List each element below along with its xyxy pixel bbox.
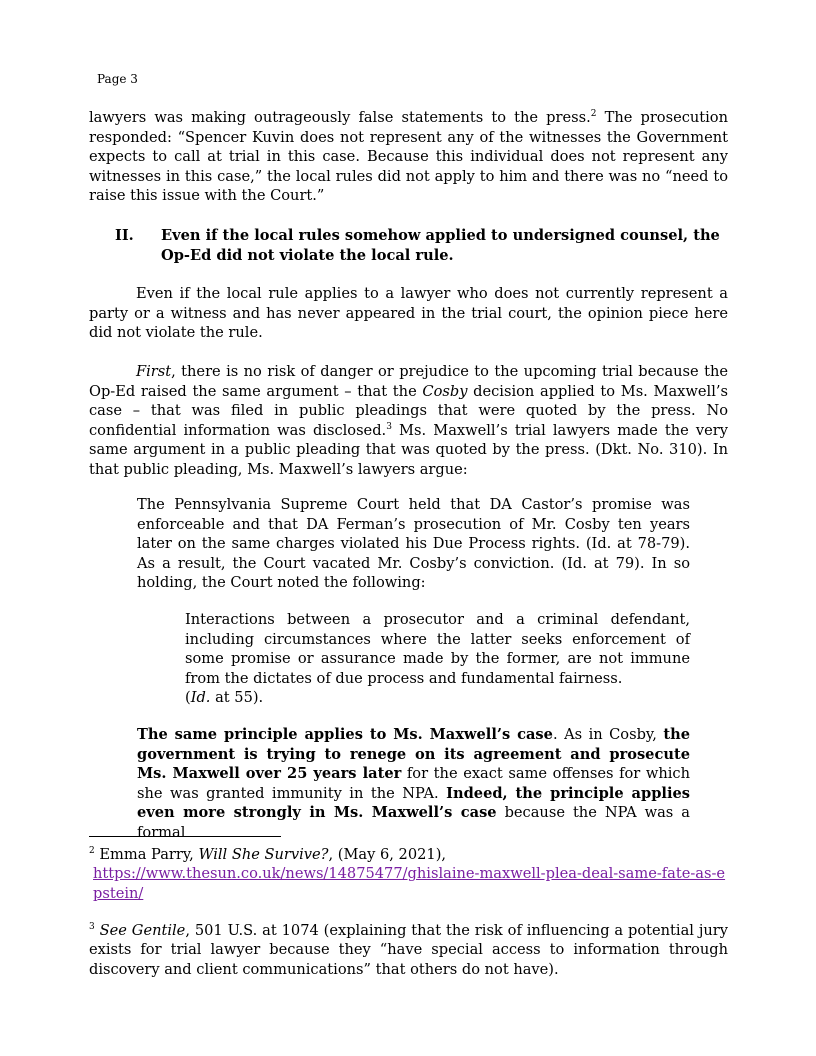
first-text-b: decision applied to Ms. Maxwell’s case – that was filed in public pleadings that were quoted by the press. No confidential information was disclosed.	[89, 382, 728, 439]
footnote-2-text-b: , (May 6, 2021),	[328, 846, 447, 863]
block-quote-pleading	[137, 495, 690, 593]
footnote-3	[89, 921, 728, 979]
first-paragraph	[89, 362, 728, 480]
footnote-3-see: See Gentile	[99, 922, 186, 939]
intro-text-a: lawyers was making outrageously false statements to the press.	[89, 109, 591, 126]
arg-bold-3: Indeed, the principle applies even more strongly in Ms. Maxwell’s case	[137, 784, 690, 822]
first-text-a: , there is no risk of danger or prejudice to the upcoming trial because the Op-Ed raised the same argument – that the	[89, 363, 728, 400]
block-quote-pleading-text: The Pennsylvania Supreme Court held that DA Castor’s promise was enforceable and that DA Ferman’s prosecution of Mr. Cosby ten years later on the same charges violated his Due Process rights. (Id. at 78-79). As a result, the Court vacated Mr. Cosby’s conviction. (Id. at 79). In so holding, the Court noted the following:	[137, 496, 690, 592]
even-if-text: Even if the local rule applies to a lawyer who does not currently represent a party or a witness and has never appeared in the trial court, the opinion piece here did not violate the rule.	[89, 285, 728, 342]
section-heading	[115, 226, 728, 265]
arg-text-1: . As in Cosby,	[552, 726, 664, 743]
footnote-2-number: 2	[89, 846, 95, 857]
arg-bold-1: The same principle applies to Ms. Maxwell’s case	[137, 726, 553, 743]
cosby-italic: Cosby	[422, 382, 468, 400]
first-text-c: Ms. Maxwell’s trial lawyers made the very same argument in a public pleading that was quoted by the press. (Dkt. No. 310). In that public pleading, Ms. Maxwell’s lawyers argue:	[89, 421, 729, 478]
intro-paragraph	[89, 108, 728, 206]
arg-bold-2: the government is trying to renege on its agreement and prosecute Ms. Maxwell over 25 years later	[137, 726, 690, 783]
court-quote-text: Interactions between a prosecutor and a criminal defendant, including circumstances where the latter seeks enforcement of some promise or assurance made by the former, are not immune from the dictates of due process and fundamental fairness.	[185, 611, 690, 687]
footnote-2	[89, 845, 728, 903]
arg-text-3: because the NPA was a formal	[137, 804, 690, 841]
footnote-separator	[89, 836, 281, 837]
intro-text-b: The prosecution responded: “Spencer Kuvin does not represent any of the witnesses the Government expects to call at trial in this case. Because this individual does not represent any witnesses in this case,” the local rules did not apply to him and there was no “need to raise this issue with the Court.”	[89, 109, 728, 205]
page-number: Page 3	[97, 72, 138, 86]
first-lead: First	[136, 363, 172, 380]
footnote-2-title: Will She Survive?	[198, 846, 329, 863]
block-quote-argument	[137, 725, 690, 843]
cite-rest: at 55).	[210, 689, 264, 707]
footnote-2-link[interactable]: https://www.thesun.co.uk/news/14875477/ghislaine-maxwell-plea-deal-same-fate-as-epstein/	[93, 865, 726, 902]
section-number: II.	[115, 227, 134, 244]
footnote-3-number: 3	[89, 922, 95, 933]
cite-id: Id.	[190, 689, 211, 707]
footnote-3-text: , 501 U.S. at 1074 (explaining that the risk of influencing a potential jury exists for trial lawyer because they “have special access to information through discovery and client communications” that others do not have).	[89, 922, 728, 978]
footnote-ref-2[interactable]: 2	[590, 109, 597, 120]
section-title: Even if the local rules somehow applied to undersigned counsel, the Op-Ed did not violate the local rule.	[161, 227, 720, 264]
block-quote-court	[185, 610, 690, 708]
arg-text-2: for the exact same offenses for which she was granted immunity in the NPA.	[137, 765, 690, 802]
even-if-paragraph	[89, 284, 728, 343]
footnote-ref-3[interactable]: 3	[386, 421, 392, 432]
cite-open: (	[185, 689, 191, 707]
footnote-2-text-a: Emma Parry,	[94, 846, 199, 863]
